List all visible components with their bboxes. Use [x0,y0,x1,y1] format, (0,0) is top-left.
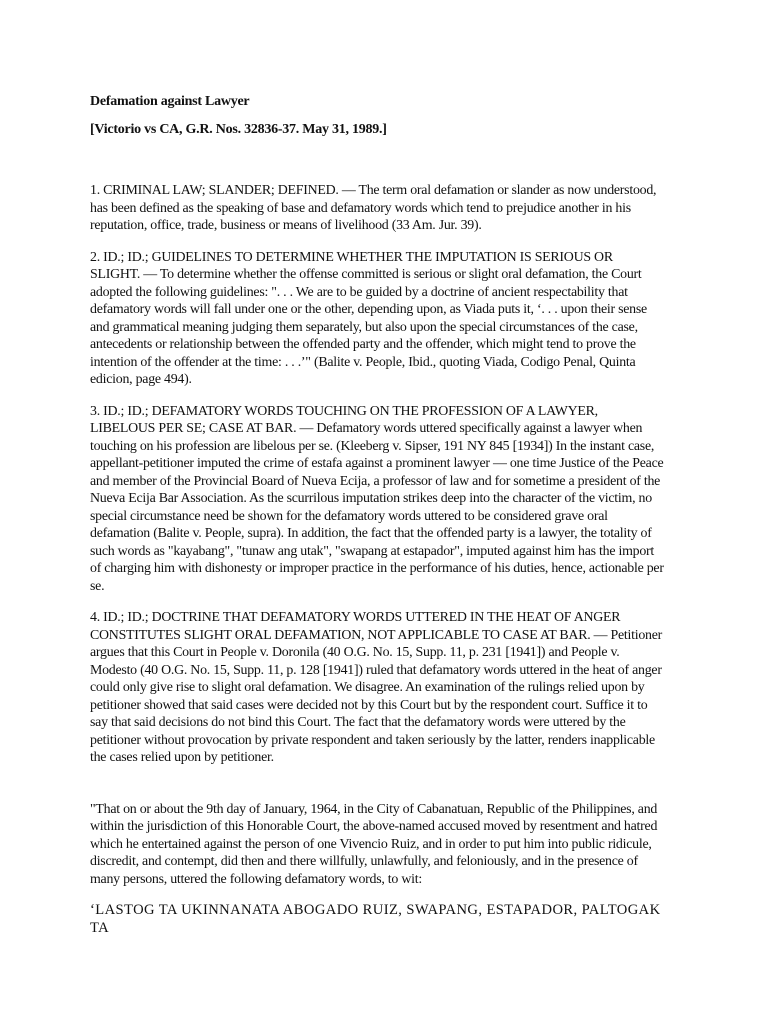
paragraph-heat-of-anger: 4. ID.; ID.; DOCTRINE THAT DEFAMATORY WORDS UTTERED IN THE HEAT OF ANGER CONSTITUTES SLIGHT ORAL DEFAMATION, NOT APPLICABLE TO CASE AT BAR. — Petitioner argues that this Court in People v. Doronila (40 O.G. No. 15, Supp. 11, p. 231 [1941]) and People v. Modesto (40 O.G. No. 15, Supp. 11, p. 128 [1941]) ruled that defamatory words uttered in the heat of anger could only give rise to slight oral defamation. We disagree. An examination of the rulings relied upon by petitioner showed that said cases were decided not by this Court but by the respondent court. Suffice it to say that said decisions do not bind this Court. The fact that the defamatory words were uttered by the petitioner without provocation by private respondent and taken seriously by the latter, renders inapplicable the cases relied upon by petitioner. [90,610,663,765]
defamatory-words-quote: ‘LASTOG TA UKINNANATA ABOGADO RUIZ, SWAPANG, ESTAPADOR, PALTOGAK TA [90,902,661,936]
document-title: Defamation against Lawyer [90,94,250,109]
document-page [90,93,665,937]
paragraph-lawyer-profession: 3. ID.; ID.; DEFAMATORY WORDS TOUCHING ON THE PROFESSION OF A LAWYER, LIBELOUS PER SE; CASE AT BAR. — Defamatory words uttered specifically against a lawyer when touching on his profession are libelous per se. (Kleeberg v. Sipser, 191 NY 845 [1934]) In the instant case, appellant-petitioner imputed the crime of estafa against a prominent lawyer — one time Justice of the Peace and member of the Provincial Board of Nueva Ecija, a professor of law and for sometime a president of the Nueva Ecija Bar Association. As the scurrilous imputation strikes deep into the character of the victim, no special circumstance need be shown for the defamatory words uttered to be considered grave oral defamation (Balite v. People, supra). In addition, the fact that the offended party is a lawyer, the totality of such words as "kayabang", "tunaw ang utak", "swapang at estapador", imputed against him has the import of charging him with dishonesty or improper practice in the performance of his duties, hence, actionable per se. [90,403,664,594]
paragraph-information: "That on or about the 9th day of January, 1964, in the City of Cabanatuan, Republic of the Philippines, and within the jurisdiction of this Honorable Court, the above-named accused moved by resentment and hatred which he entertained against the person of one Vivencio Ruiz, and in order to put him into public ridicule, discredit, and contempt, did then and there willfully, unlawfully, and feloniously, and in the presence of many persons, uttered the following defamatory words, to wit: [90,801,658,887]
paragraph-criminal-law-slander: 1. CRIMINAL LAW; SLANDER; DEFINED. — The term oral defamation or slander as now understood, has been defined as the speaking of base and defamatory words which tend to prejudice another in his reputation, office, trade, business or means of livelihood (33 Am. Jur. 39). [90,183,657,233]
case-citation: [Victorio vs CA, G.R. Nos. 32836-37. May 31, 1989.] [90,121,387,137]
paragraph-guidelines: 2. ID.; ID.; GUIDELINES TO DETERMINE WHETHER THE IMPUTATION IS SERIOUS OR SLIGHT. — To determine whether the offense committed is serious or slight oral defamation, the Court adopted the following guidelines: ". . . We are to be guided by a doctrine of ancient respectability that defamatory words will fall under one or the other, depending upon, as Viada puts it, ‘. . . upon their sense and grammatical meaning judging them separately, but also upon the special circumstances of the case, antecedents or relationship between the offended party and the offender, which might tend to prove the intention of the offender at the time: . . .’" (Balite v. People, Ibid., quoting Viada, Codigo Penal, Quinta edicion, page 494). [90,249,647,387]
